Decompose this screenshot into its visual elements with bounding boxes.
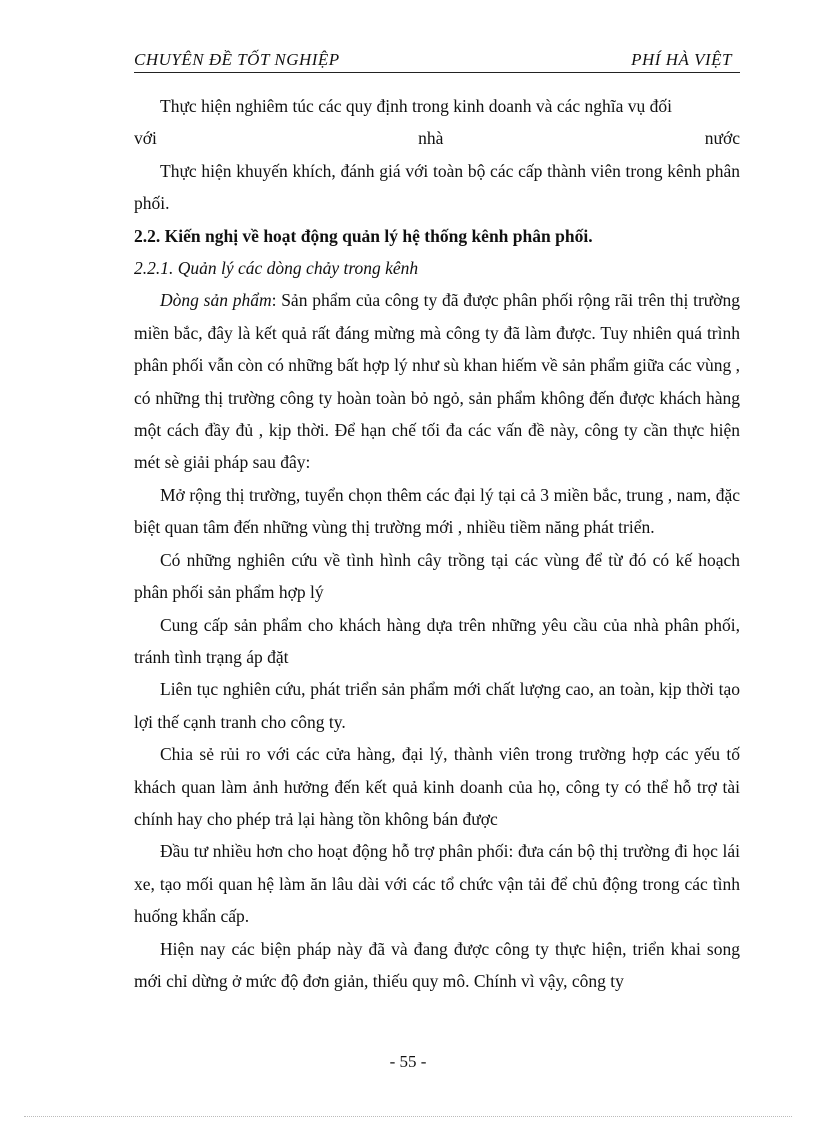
paragraph-1-continuation [134, 122, 740, 154]
paragraph-3 [134, 284, 740, 478]
subsection-heading: 2.2.1. Quản lý các dòng chảy trong kênh [134, 258, 419, 279]
header-document-title: CHUYÊN ĐỀ TỐT NGHIỆP [134, 50, 340, 69]
word-nuoc: nước [704, 128, 740, 149]
page-header [134, 44, 740, 73]
paragraph-10: Hiện nay các biện pháp này đã và đang được công ty thực hiện, triển khai song mới chỉ dừng ở mức độ đơn giản, thiếu quy mô. Chính vì vậy, công ty [134, 938, 740, 991]
paragraph-9: Đầu tư nhiều hơn cho hoạt động hỗ trợ phân phối: đưa cán bộ thị trường đi học lái xe, tạo mối quan hệ làm ăn lâu dài với các tổ chức vận tải để chủ động trong các tình huống khẩn cấp. [134, 841, 740, 927]
section-heading: 2.2. Kiến nghị về hoạt động quản lý hệ thống kênh phân phối. [134, 225, 593, 246]
page-body [134, 90, 740, 997]
page-bottom-divider [24, 1116, 792, 1117]
paragraph-1: Thực hiện nghiêm túc các quy định trong kinh doanh và các nghĩa vụ đối [160, 96, 672, 116]
paragraph-6: Cung cấp sản phẩm cho khách hàng dựa trên những yêu cầu của nhà phân phối, tránh tình trạng áp đặt [134, 614, 740, 667]
page-number: - 55 - [389, 1052, 427, 1071]
paragraph-8: Chia sẻ rủi ro với các cửa hàng, đại lý, thành viên trong trường hợp các yếu tố khách quan làm ảnh hưởng đến kết quả kinh doanh của họ, công ty có thể hỗ trợ tài chính hay cho phép trả lại hàng tồn không bán được [134, 744, 740, 829]
paragraph-4: Mở rộng thị trường, tuyển chọn thêm các đại lý tại cả 3 miền bắc, trung , nam, đặc biệt quan tâm đến những vùng thị trường mới , nhiều tiềm năng phát triển. [134, 484, 740, 538]
word-voi: với [134, 128, 157, 149]
paragraph-3-lead: Dòng sản phẩm [160, 290, 272, 311]
paragraph-7: Liên tục nghiên cứu, phát triển sản phẩm mới chất lượng cao, an toàn, kịp thời tạo lợi thế cạnh tranh cho công ty. [134, 679, 740, 732]
paragraph-2: Thực hiện khuyến khích, đánh giá với toàn bộ các cấp thành viên trong kênh phân phối. [134, 160, 740, 214]
paragraph-3-text: : Sản phẩm của công ty đã được phân phối rộng rãi trên thị trường miền bắc, đây là kết quả rất đáng mừng mà công ty đã làm được. Tuy nhiên quá trình phân phối vẫn còn có những bất hợp lý như sù khan hiếm về sản phẩm giữa các vùng , có những thị trường công ty hoàn toàn bỏ ngỏ, sản phẩm không đến được khách hàng một cách đầy đủ , kịp thời. Để hạn chế tối đa các vấn đề này, công ty cần thực hiện mét sè giải pháp sau đây: [134, 290, 741, 473]
word-nha: nhà [418, 128, 444, 149]
header-author-name: PHÍ HÀ VIỆT [631, 50, 732, 69]
paragraph-5: Có những nghiên cứu về tình hình cây trồng tại các vùng để từ đó có kế hoạch phân phối sản phẩm hợp lý [134, 549, 740, 603]
